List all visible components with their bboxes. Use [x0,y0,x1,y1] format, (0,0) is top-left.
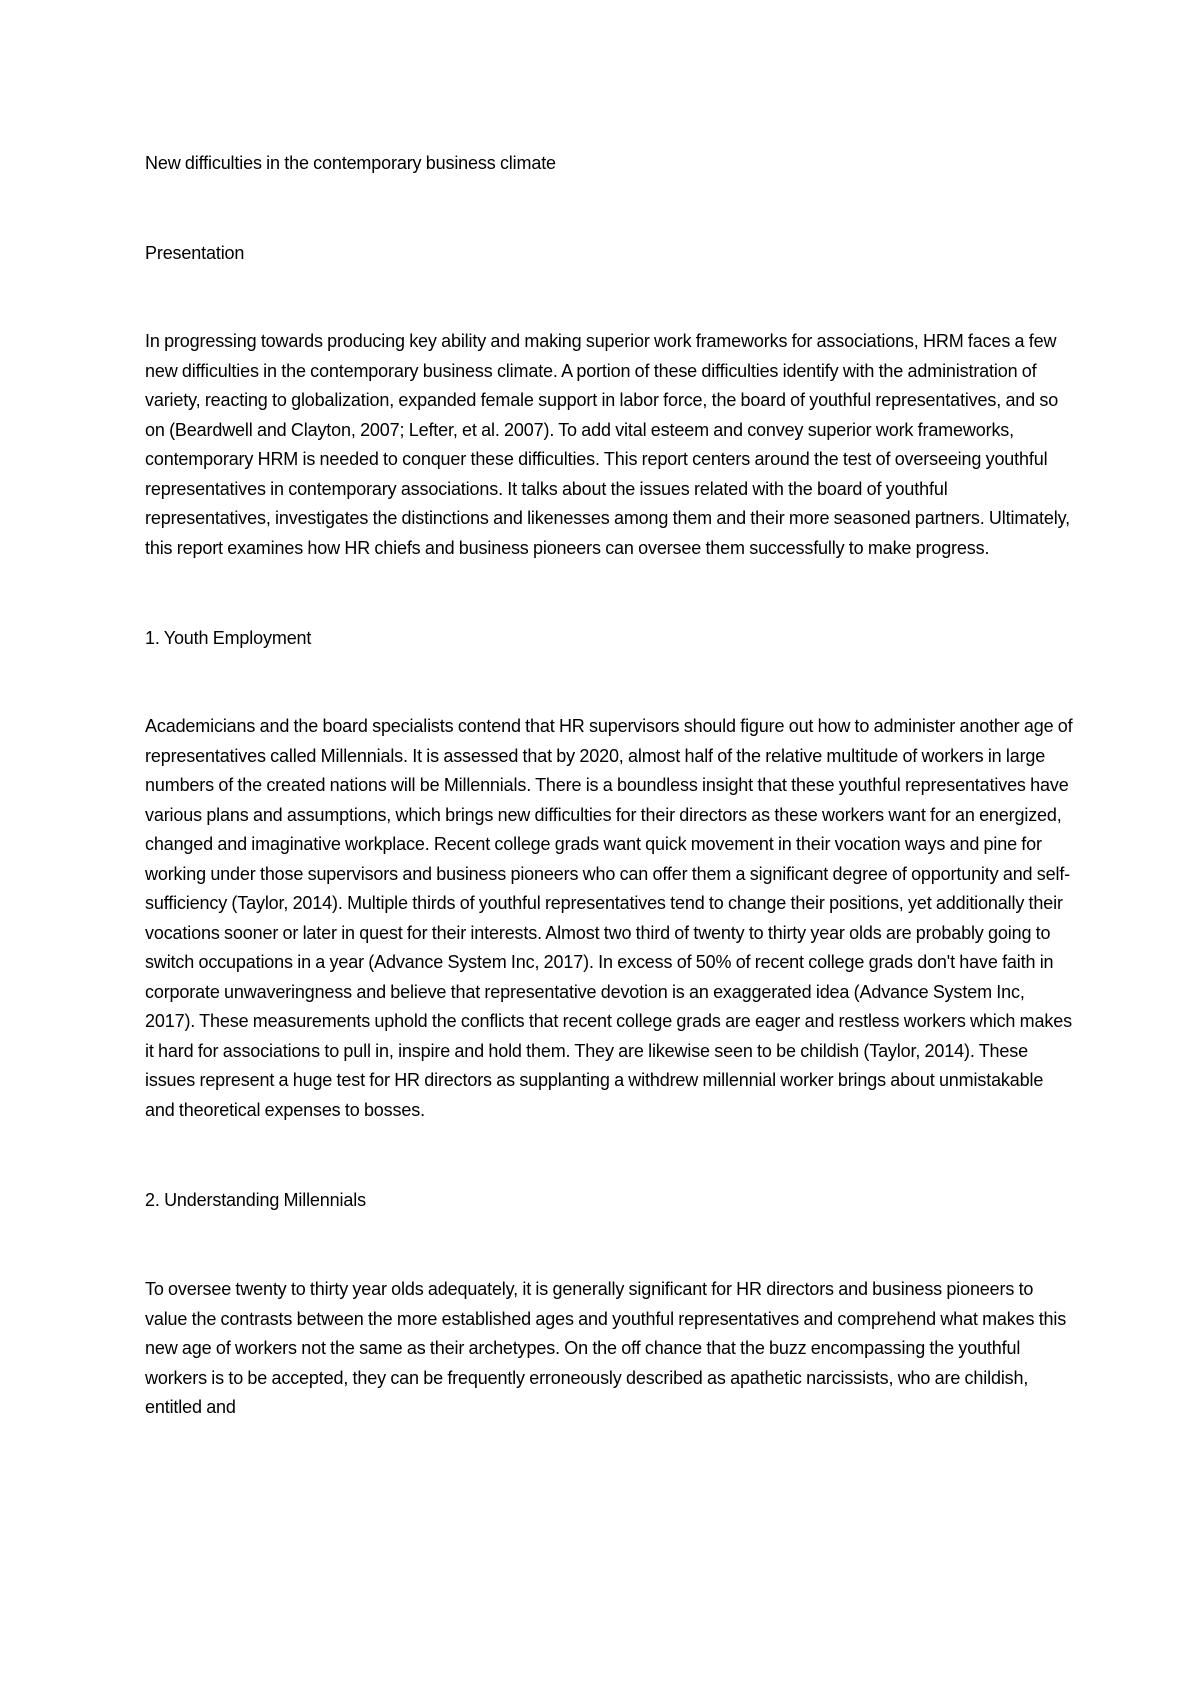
intro-paragraph: In progressing towards producing key ability and making superior work frameworks for associations, HRM faces a few new difficulties in the contemporary business climate. A portion of these difficulties identify with the administration of variety, reacting to globalization, expanded female support in labor force, the board of youthful representatives, and so on (Beardwell and Clayton, 2007; Lefter, et al. 2007). To add vital esteem and convey superior work frameworks, contemporary HRM is needed to conquer these difficulties. This report centers around the test of overseeing youthful representatives in contemporary associations. It talks about the issues related with the board of youthful representatives, investigates the distinctions and likenesses among them and their more seasoned partners. Ultimately, this report examines how HR chiefs and business pioneers can oversee them successfully to make progress. [145,331,1070,558]
section-heading-understanding-millennials: 2. Understanding Millennials [145,1190,366,1210]
document-title: New difficulties in the contemporary business climate [145,153,556,173]
document-body [145,148,1075,1423]
youth-employment-paragraph: Academicians and the board specialists contend that HR supervisors should figure out how to administer another age of representatives called Millennials. It is assessed that by 2020, almost half of the relative multitude of workers in large numbers of the created nations will be Millennials. There is a boundless insight that these youthful representatives have various plans and assumptions, which brings new difficulties for their directors as these workers want for an energized, changed and imaginative workplace. Recent college grads want quick movement in their vocation ways and pine for working under those supervisors and business pioneers who can offer them a significant degree of opportunity and self-sufficiency (Taylor, 2014). Multiple thirds of youthful representatives tend to change their positions, yet additionally their vocations sooner or later in quest for their interests. Almost two third of twenty to thirty year olds are probably going to switch occupations in a year (Advance System Inc, 2017). In excess of 50% of recent college grads don't have faith in corporate unwaveringness and believe that representative devotion is an exaggerated idea (Advance System Inc, 2017). These measurements uphold the conflicts that recent college grads are eager and restless workers which makes it hard for associations to pull in, inspire and hold them. They are likewise seen to be childish (Taylor, 2014). These issues represent a huge test for HR directors as supplanting a withdrew millennial worker brings about unmistakable and theoretical expenses to bosses. [145,716,1073,1120]
presentation-heading: Presentation [145,243,245,263]
section-heading-youth-employment: 1. Youth Employment [145,628,312,648]
understanding-millennials-paragraph: To oversee twenty to thirty year olds adequately, it is generally significant for HR directors and business pioneers to value the contrasts between the more established ages and youthful representatives and comprehend what makes this new age of workers not the same as their archetypes. On the off chance that the buzz encompassing the youthful workers is to be accepted, they can be frequently erroneously described as apathetic narcissists, who are childish, entitled and [145,1279,1067,1417]
